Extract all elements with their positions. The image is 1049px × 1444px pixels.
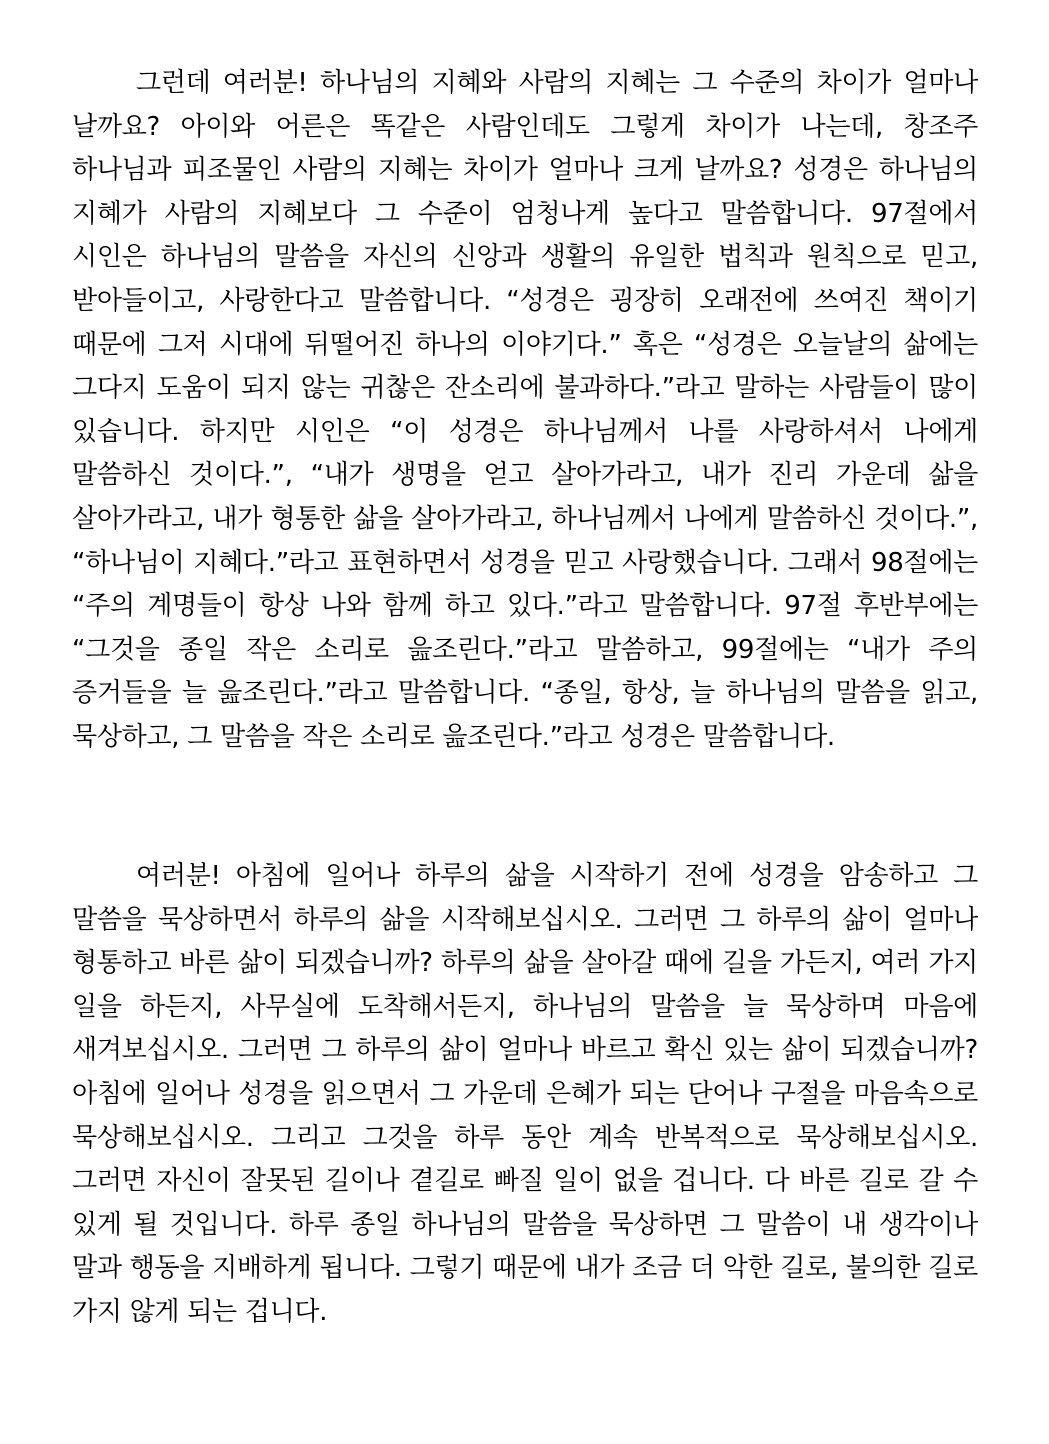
paragraph-1: 그런데 여러분! 하나님의 지혜와 사람의 지혜는 그 수준의 차이가 얼마나 날까요? 아이와 어른은 똑같은 사람인데도 그렇게 차이가 나는데, 창조주 하나님과 피조물인 사람의 지혜는 차이가 얼마나 크게 날까요? 성경은 하나님의 지혜가 사람의 지혜보다 그 수준이 엄청나게 높다고 말씀합니다. 97절에서 시인은 하나님의 말씀을 자신의 신앙과 생활의 유일한 법칙과 원칙으로 믿고, 받아들이고, 사랑한다고 말씀합니다. “성경은 굉장히 오래전에 쓰여진 책이기 때문에 그저 시대에 뒤떨어진 하나의 이야기다.” 혹은 “성경은 오늘날의 삶에는 그다지 도움이 되지 않는 귀찮은 잔소리에 불과하다.”라고 말하는 사람들이 많이 있습니다. 하지만 시인은 “이 성경은 하나님께서 나를 사랑하셔서 나에게 말씀하신 것이다.”, “내가 생명을 얻고 살아가라고, 내가 진리 가운데 삶을 살아가라고, 내가 형통한 삶을 살아가라고, 하나님께서 나에게 말씀하신 것이다.”, “하나님이 지혜다.”라고 표현하면서 성경을 믿고 사랑했습니다. 그래서 98절에는 “주의 계명들이 항상 나와 함께 하고 있다.”라고 말씀합니다. 97절 후반부에는 “그것을 종일 작은 소리로 읊조린다.”라고 말씀하고, 99절에는 “내가 주의 증거들을 늘 읊조린다.”라고 말씀합니다. “종일, 항상, 늘 하나님의 말씀을 읽고, 묵상하고, 그 말씀을 작은 소리로 읊조린다.”라고 성경은 말씀합니다. bbox=[72, 68, 978, 752]
paragraph-2: 여러분! 아침에 일어나 하루의 삶을 시작하기 전에 성경을 암송하고 그 말씀을 묵상하면서 하루의 삶을 시작해보십시오. 그러면 그 하루의 삶이 얼마나 형통하고 바른 삶이 되겠습니까? 하루의 삶을 살아갈 때에 길을 가든지, 여러 가지 일을 하든지, 사무실에 도착해서든지, 하나님의 말씀을 늘 묵상하며 마음에 새겨보십시오. 그러면 그 하루의 삶이 얼마나 바르고 확신 있는 삶이 되겠습니까? 아침에 일어나 성경을 읽으면서 그 가운데 은혜가 되는 단어나 구절을 마음속으로 묵상해보십시오. 그리고 그것을 하루 동안 계속 반복적으로 묵상해보십시오. 그러면 자신이 잘못된 길이나 곁길로 빠질 일이 없을 겁니다. 다 바른 길로 갈 수 있게 될 것입니다. 하루 종일 하나님의 말씀을 묵상하면 그 말씀이 내 생각이나 말과 행동을 지배하게 됩니다. 그렇기 때문에 내가 조금 더 악한 길로, 불의한 길로 가지 않게 되는 겁니다. bbox=[72, 861, 978, 1327]
